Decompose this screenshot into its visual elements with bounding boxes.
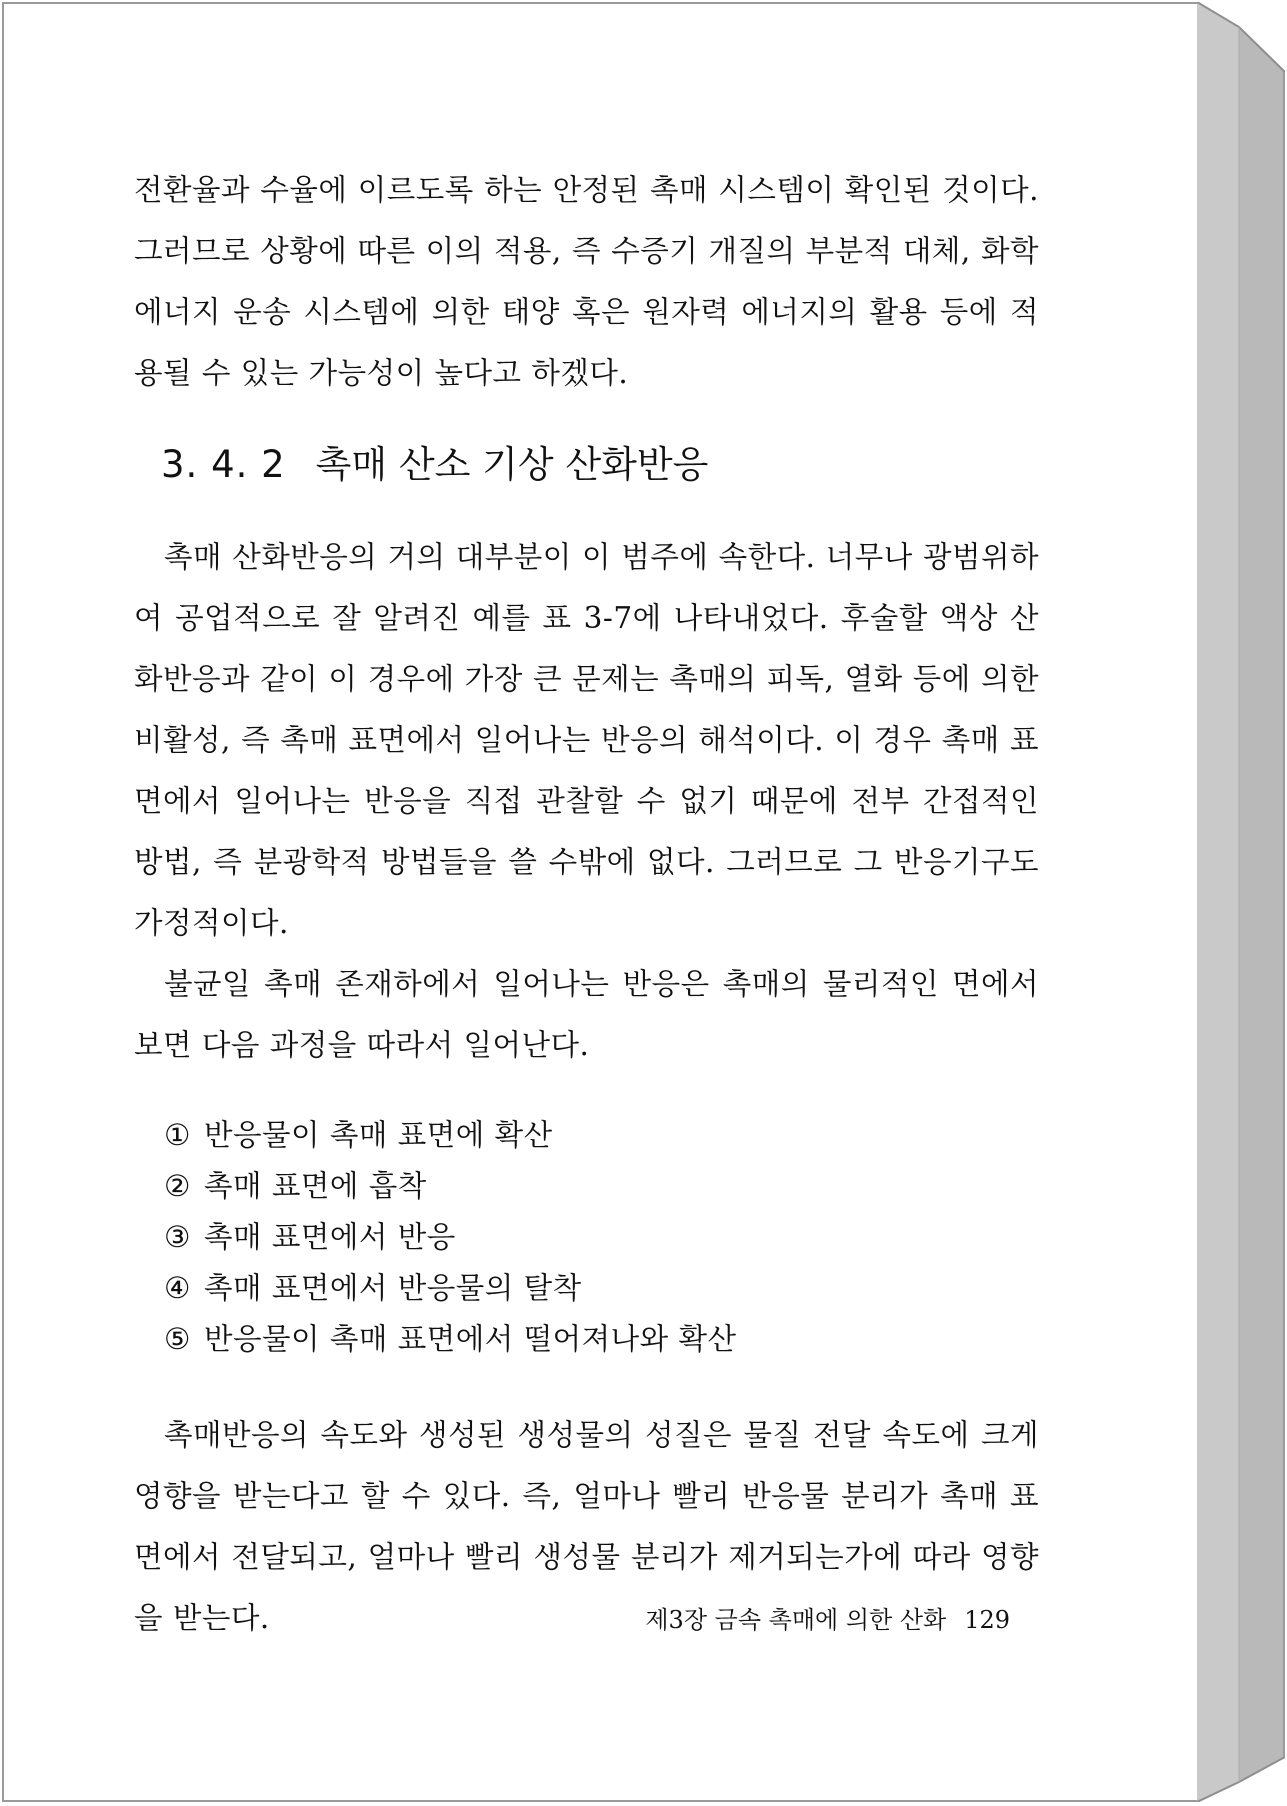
step-text: 반응물이 촉매 표면에 확산 — [204, 1118, 553, 1152]
step-marker: ② — [164, 1169, 191, 1203]
step-marker: ① — [164, 1118, 191, 1152]
step-text: 반응물이 촉매 표면에서 떨어져나와 확산 — [204, 1322, 737, 1356]
list-item — [164, 1110, 1039, 1161]
list-item — [164, 1263, 1039, 1314]
step-marker: ⑤ — [164, 1322, 191, 1356]
step-text: 촉매 표면에서 반응 — [204, 1220, 456, 1254]
step-text: 촉매 표면에 흡착 — [204, 1169, 427, 1203]
paragraph-process-intro: 불균일 촉매 존재하에서 일어나는 반응은 촉매의 물리적인 면에서 보면 다음 과정을 따라서 일어난다. — [134, 967, 1039, 1062]
step-marker: ④ — [164, 1271, 191, 1305]
page-edge-shadow — [1197, 2, 1285, 1802]
paragraph-intro: 전환율과 수율에 이르도록 하는 안정된 촉매 시스템이 확인된 것이다. 그러므로 상황에 따른 이의 적용, 즉 수증기 개질의 부분적 대체, 화학 에너지 운송 시스템에 의한 태양 혹은 원자력 에너지의 활용 등에 적용될 수 있는 가능성이 높다고 하겠다. — [134, 173, 1039, 390]
step-text: 촉매 표면에서 반응물의 탈착 — [204, 1271, 582, 1305]
step-marker: ③ — [164, 1220, 191, 1254]
paragraph-mass-transfer: 촉매반응의 속도와 생성된 생성물의 성질은 물질 전달 속도에 크게 영향을 받는다고 할 수 있다. 즉, 얼마나 빨리 반응물 분리가 촉매 표면에서 전달되고, 얼마나 빨리 생성물 분리가 제거되는가에 따라 영향을 받는다. — [134, 1418, 1039, 1635]
page-number: 129 — [964, 1606, 1010, 1634]
list-item — [164, 1212, 1039, 1263]
list-item — [164, 1161, 1039, 1212]
page-footer — [600, 1600, 1010, 1635]
section-number: 3. 4. 2 — [161, 443, 286, 486]
paragraph-oxidation: 촉매 산화반응의 거의 대부분이 이 범주에 속한다. 너무나 광범위하여 공업적으로 잘 알려진 예를 표 3-7에 나타내었다. 후술할 액상 산화반응과 같이 이 경우에 가장 큰 문제는 촉매의 피독, 열화 등에 의한 비활성, 즉 촉매 표면에서 일어나는 반응의 해석이다. 이 경우 촉매 표면에서 일어나는 반응을 직접 관찰할 수 없기 때문에 전부 간접적인 방법, 즉 분광학적 방법들을 쓸 수밖에 없다. 그러므로 그 반응기구도 가정적이다. — [134, 540, 1039, 940]
section-title: 촉매 산소 기상 산화반응 — [315, 443, 709, 486]
page-content — [134, 160, 1039, 1649]
section-heading — [134, 434, 1039, 495]
process-step-list — [134, 1110, 1039, 1365]
chapter-title: 제3장 금속 촉매에 의한 산화 — [645, 1606, 947, 1634]
list-item — [164, 1314, 1039, 1365]
